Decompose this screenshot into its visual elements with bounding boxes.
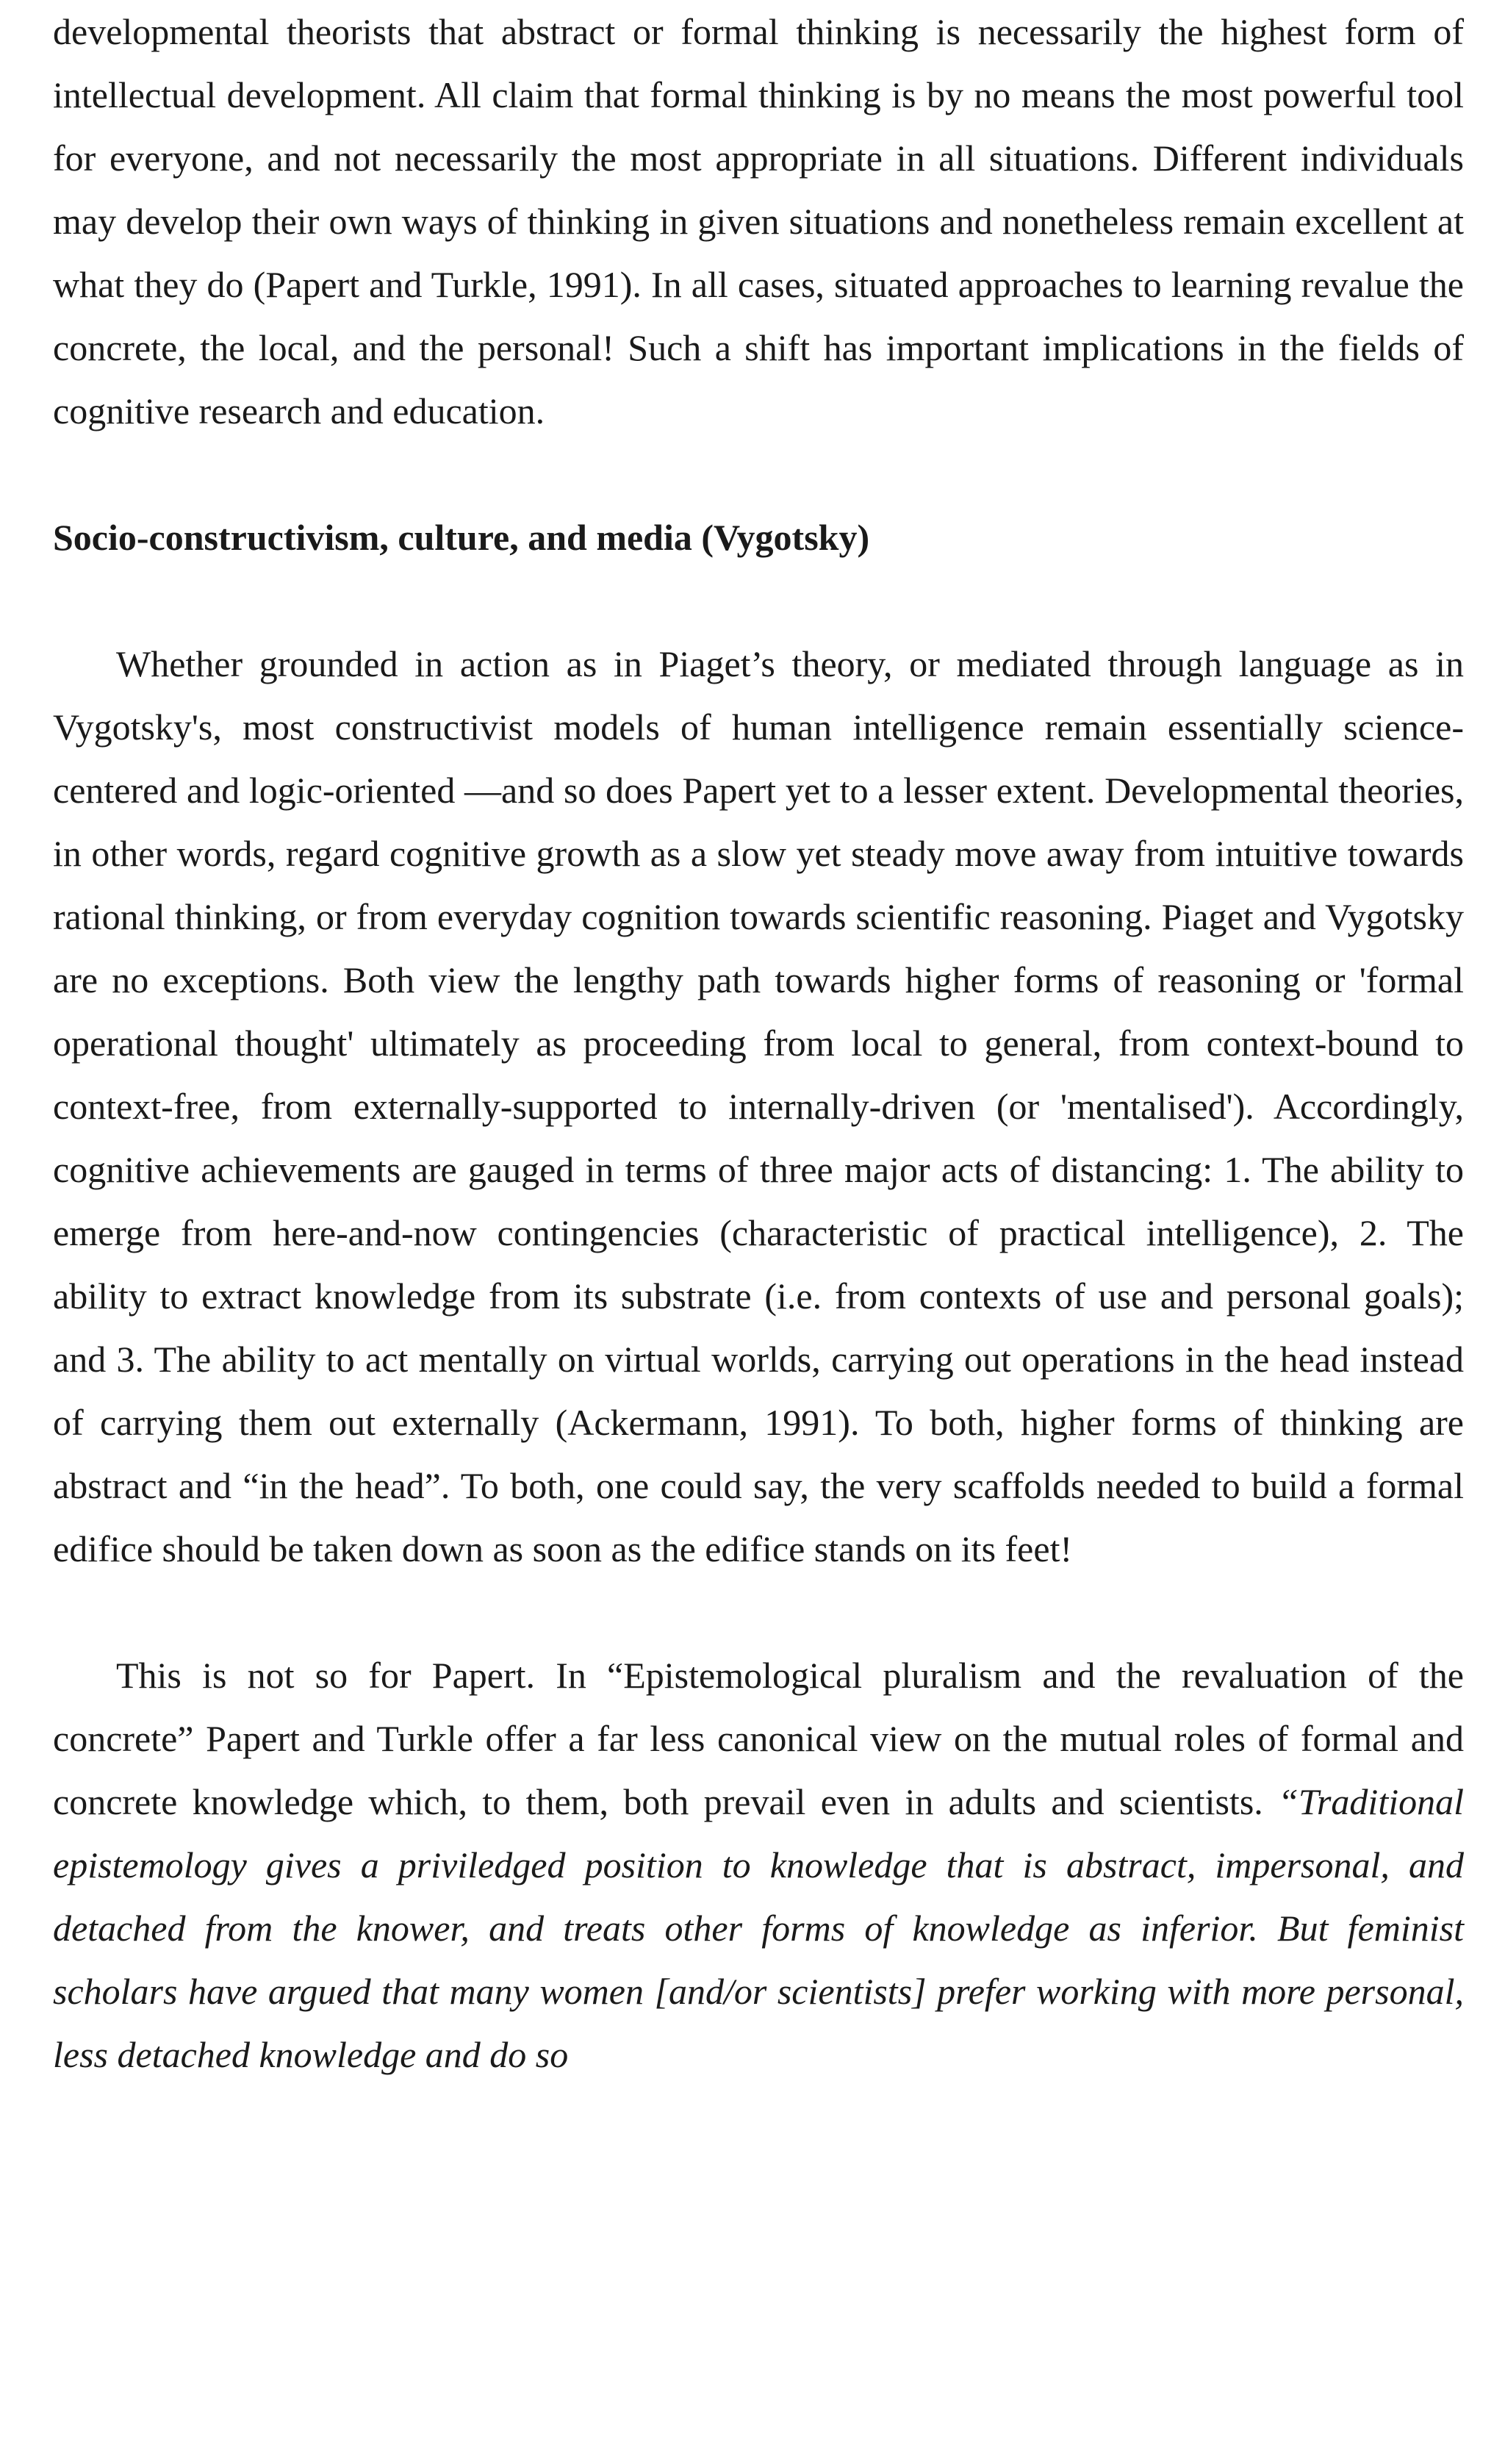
section-heading: Socio-constructivism, culture, and media (Vygotsky) [53, 517, 870, 558]
paragraph-papert-lead: This is not so for Papert. In “Epistemological pluralism and the revaluation of the concrete” Papert and Turkle offer a far less canonical view on the mutual roles of formal and concrete knowledge which, to them, both prevail even in adults and scientists. [53, 1655, 1464, 1822]
document-page [53, 0, 1464, 2086]
papert-turkle-quote: “Traditional epistemology gives a priviledged position to knowledge that is abstract, impersonal, and detached from the knower, and treats other forms of knowledge as inferior. But feminist scholars have argued that many women [and/or scientists] prefer working with more personal, less detached knowledge and do so [53, 1781, 1464, 2075]
paragraph-papert [53, 1644, 1464, 2086]
paragraph-intro: developmental theorists that abstract or formal thinking is necessarily the highest form of intellectual development. All claim that formal thinking is by no means the most powerful tool for everyone, and not necessarily the most appropriate in all situations. Different individuals may develop their own ways of thinking in given situations and nonetheless remain excellent at what they do (Papert and Turkle, 1991). In all cases, situated approaches to learning revalue the concrete, the local, and the personal! Such a shift has important implications in the fields of cognitive research and education. [53, 11, 1464, 431]
paragraph-vygotsky: Whether grounded in action as in Piaget’s theory, or mediated through language as in Vygotsky's, most constructivist models of human intelligence remain essentially science-centered and logic-oriented —and so does Papert yet to a lesser extent. Developmental theories, in other words, regard cognitive growth as a slow yet steady move away from intuitive towards rational thinking, or from everyday cognition towards scientific reasoning. Piaget and Vygotsky are no exceptions. Both view the lengthy path towards higher forms of reasoning or 'formal operational thought' ultimately as proceeding from local to general, from context-bound to context-free, from externally-supported to internally-driven (or 'mentalised'). Accordingly, cognitive achievements are gauged in terms of three major acts of distancing: 1. The ability to emerge from here-and-now contingencies (characteristic of practical intelligence), 2. The ability to extract knowledge from its substrate (i.e. from contexts of use and personal goals); and 3. The ability to act mentally on virtual worlds, carrying out operations in the head instead of carrying them out externally (Ackermann, 1991). To both, higher forms of thinking are abstract and “in the head”. To both, one could say, the very scaffolds needed to build a formal edifice should be taken down as soon as the edifice stands on its feet! [53, 643, 1464, 1569]
